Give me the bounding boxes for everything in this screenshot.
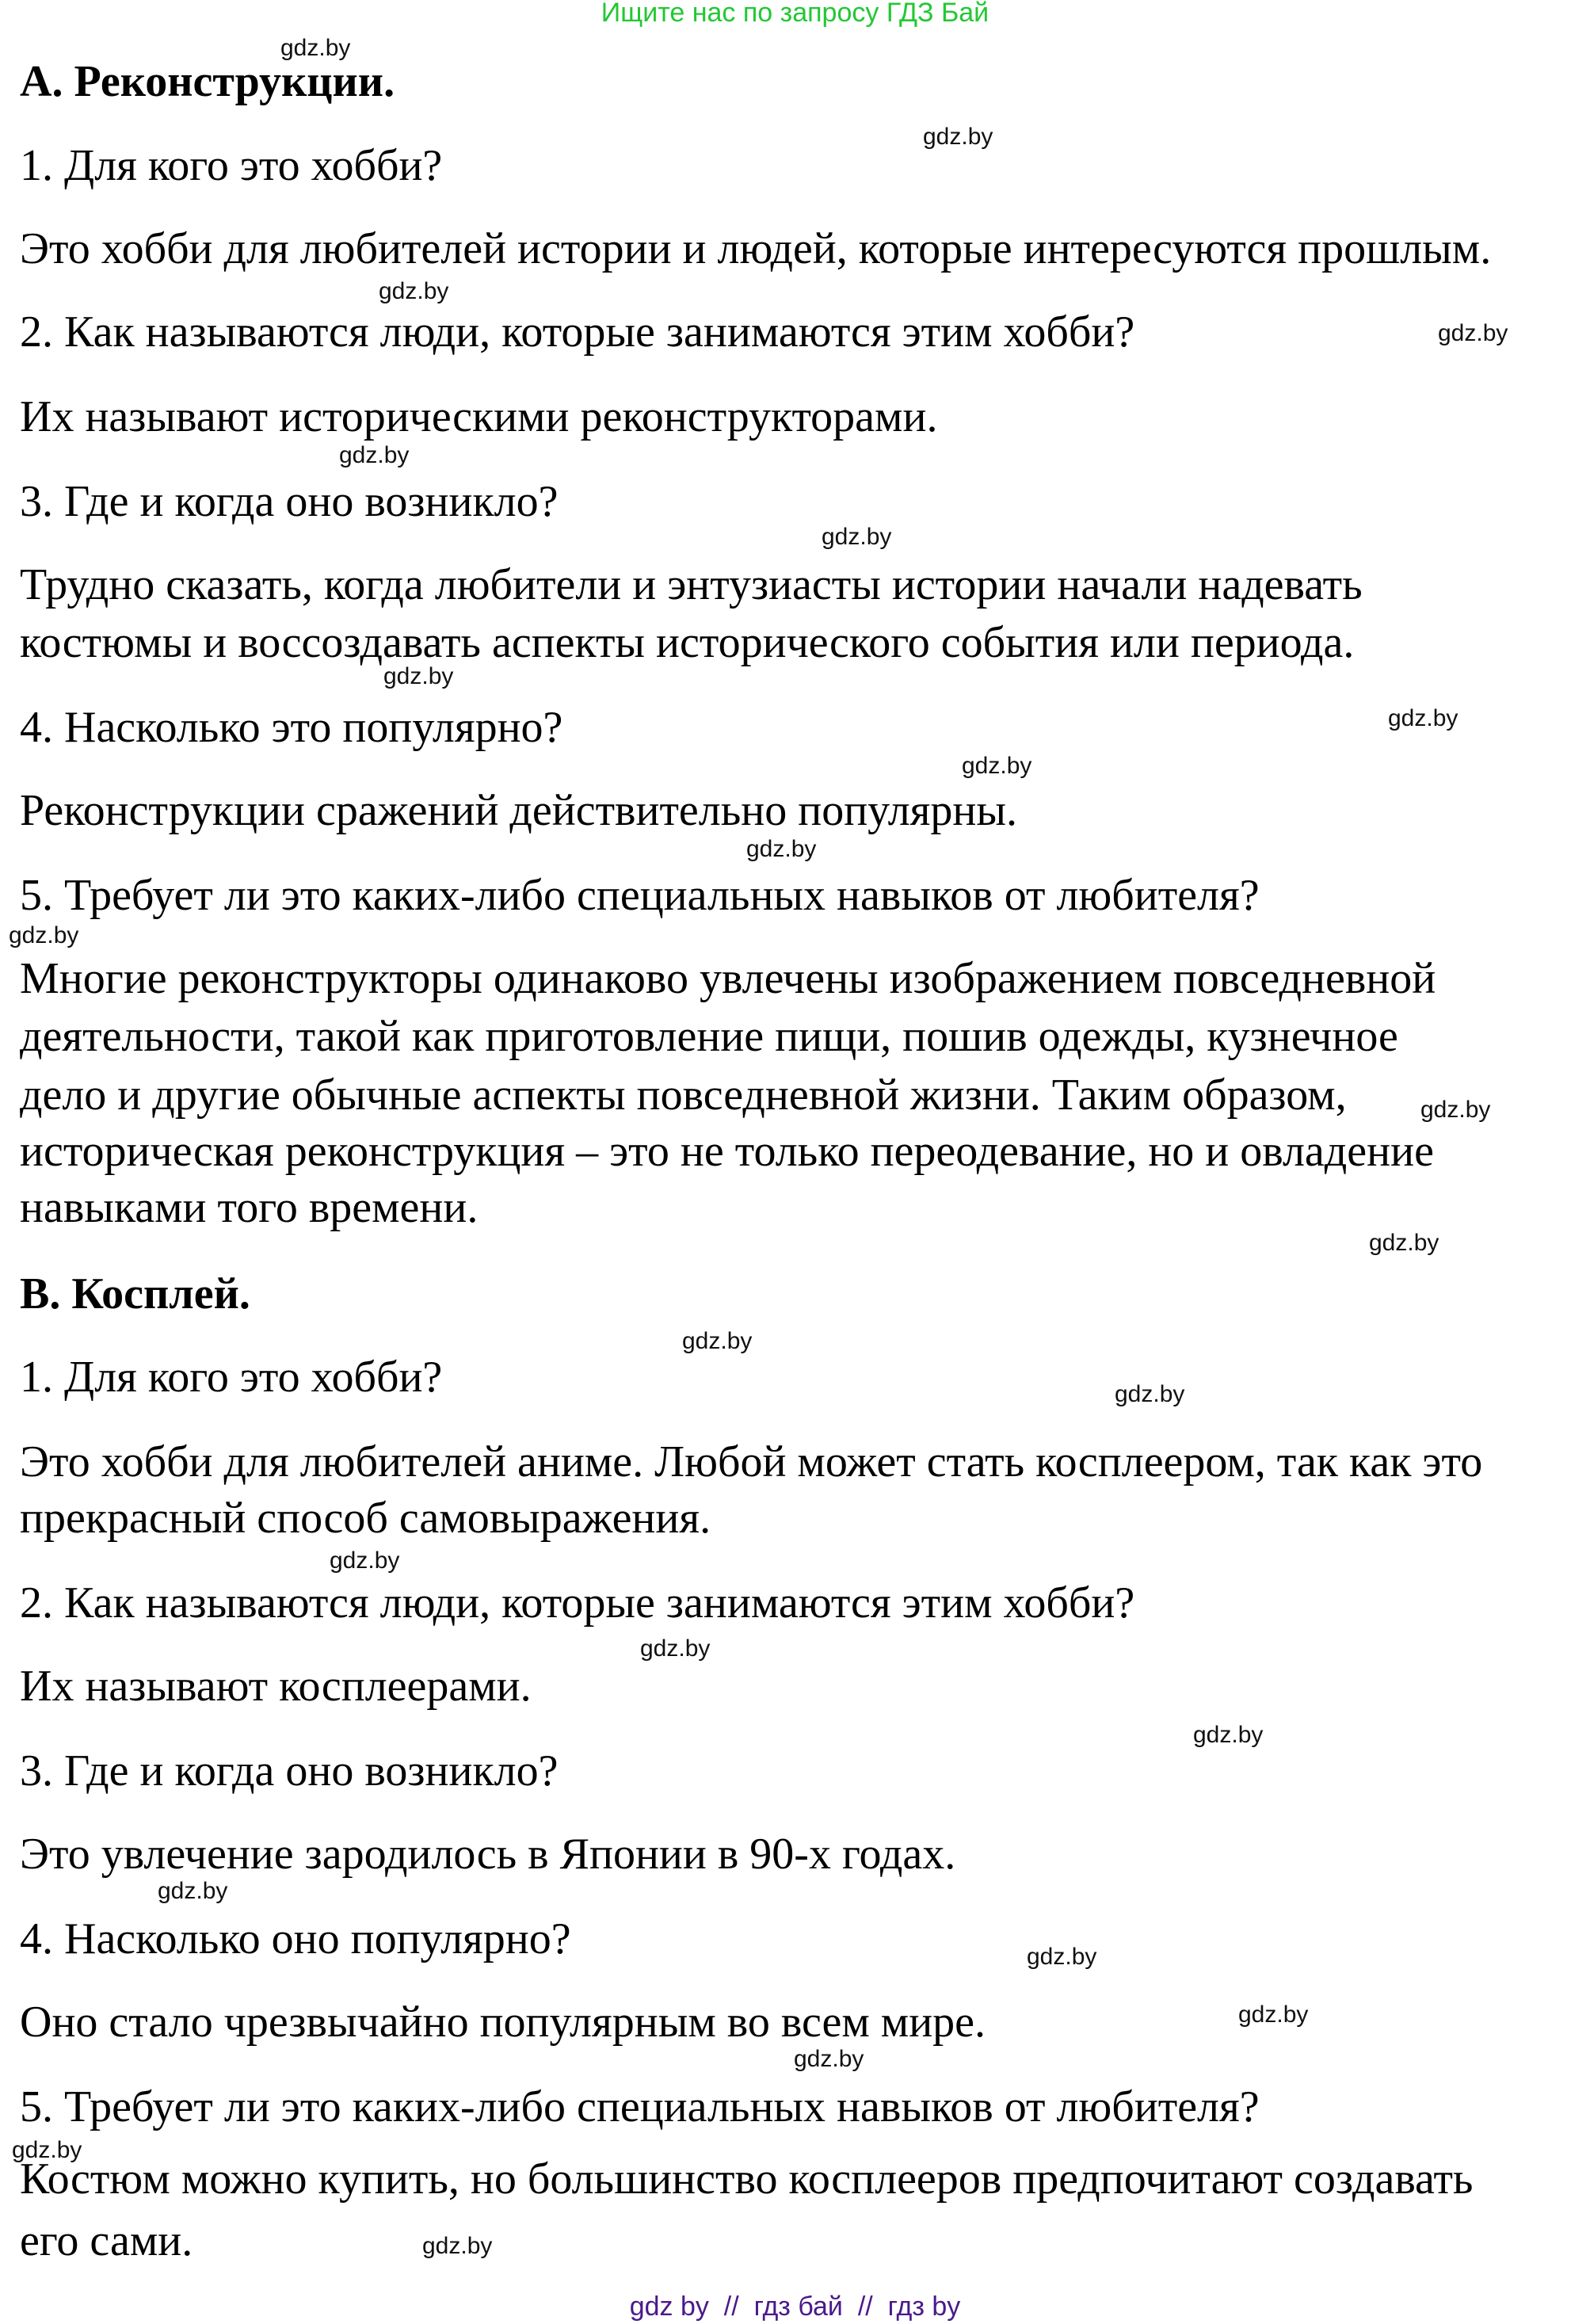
answer-line: Это хобби для любителей истории и людей, которые интересуются прошлым. bbox=[20, 224, 1492, 273]
watermark: gdz.by bbox=[1193, 1722, 1264, 1748]
watermark: gdz.by bbox=[1369, 1230, 1439, 1256]
answer-line: Многие реконструкторы одинаково увлечены изображением повседневной bbox=[20, 954, 1436, 1003]
answer-line: историческая реконструкция – это не только переодевание, но и овладение bbox=[20, 1127, 1434, 1176]
answer-line: Это увлечение зародилось в Японии в 90-х годах. bbox=[20, 1830, 956, 1879]
answer-line: его сами. bbox=[20, 2216, 193, 2265]
question: 5. Требует ли это каких-либо специальных навыков от любителя? bbox=[20, 871, 1260, 920]
answer-line: Реконструкции сражений действительно популярны. bbox=[20, 786, 1018, 835]
watermark: gdz.by bbox=[962, 753, 1032, 779]
watermark: gdz.by bbox=[379, 278, 449, 304]
search-banner: Ищите нас по запросу ГДЗ Бай bbox=[601, 0, 989, 28]
answer-line: дело и другие обычные аспекты повседневной жизни. Таким образом, bbox=[20, 1070, 1347, 1120]
footer-links: gdz by // гдз бай // гдз by bbox=[629, 2292, 961, 2322]
question: 4. Насколько оно популярно? bbox=[20, 1914, 571, 1963]
watermark: gdz.by bbox=[1027, 1944, 1097, 1970]
section-heading: B. Косплей. bbox=[20, 1269, 250, 1318]
watermark: gdz.by bbox=[339, 442, 410, 468]
watermark: gdz.by bbox=[9, 922, 79, 948]
watermark: gdz.by bbox=[1115, 1381, 1185, 1407]
watermark: gdz.by bbox=[280, 35, 351, 61]
answer-line: Костюм можно купить, но большинство косплееров предпочитают создавать bbox=[20, 2154, 1474, 2204]
question: 2. Как называются люди, которые занимаются этим хобби? bbox=[20, 307, 1135, 357]
watermark: gdz.by bbox=[1238, 2002, 1309, 2028]
watermark: gdz.by bbox=[923, 124, 993, 150]
answer-line: прекрасный способ самовыражения. bbox=[20, 1494, 711, 1543]
answer-line: Их называют историческими реконструкторами. bbox=[20, 392, 938, 441]
answer-line: Трудно сказать, когда любители и энтузиасты истории начали надевать bbox=[20, 560, 1363, 609]
answer-line: Их называют косплеерами. bbox=[20, 1662, 532, 1711]
watermark: gdz.by bbox=[682, 1328, 753, 1354]
watermark: gdz.by bbox=[422, 2233, 493, 2259]
watermark: gdz.by bbox=[330, 1547, 400, 1574]
question: 5. Требует ли это каких-либо специальных навыков от любителя? bbox=[20, 2082, 1260, 2131]
watermark: gdz.by bbox=[1438, 320, 1508, 346]
watermark: gdz.by bbox=[158, 1878, 228, 1904]
answer-line: костюмы и воссоздавать аспекты исторического события или периода. bbox=[20, 618, 1355, 667]
watermark: gdz.by bbox=[640, 1635, 711, 1662]
question: 4. Насколько это популярно? bbox=[20, 703, 563, 752]
watermark: gdz.by bbox=[794, 2046, 864, 2072]
answer-line: навыками того времени. bbox=[20, 1183, 479, 1232]
watermark: gdz.by bbox=[12, 2137, 82, 2163]
watermark: gdz.by bbox=[1388, 705, 1458, 731]
answer-line: деятельности, такой как приготовление пищи, пошив одежды, кузнечное bbox=[20, 1012, 1398, 1061]
section-heading: A. Реконструкции. bbox=[20, 57, 395, 106]
watermark: gdz.by bbox=[746, 836, 817, 862]
question: 1. Для кого это хобби? bbox=[20, 141, 443, 190]
question: 1. Для кого это хобби? bbox=[20, 1353, 443, 1402]
answer-line: Оно стало чрезвычайно популярным во всем мире. bbox=[20, 1998, 986, 2047]
watermark: gdz.by bbox=[822, 524, 892, 550]
question: 3. Где и когда оно возникло? bbox=[20, 477, 559, 526]
question: 3. Где и когда оно возникло? bbox=[20, 1746, 559, 1795]
watermark: gdz.by bbox=[1420, 1097, 1491, 1123]
answer-line: Это хобби для любителей аниме. Любой может стать косплеером, так как это bbox=[20, 1437, 1483, 1486]
question: 2. Как называются люди, которые занимаются этим хобби? bbox=[20, 1578, 1135, 1628]
watermark: gdz.by bbox=[383, 663, 454, 689]
